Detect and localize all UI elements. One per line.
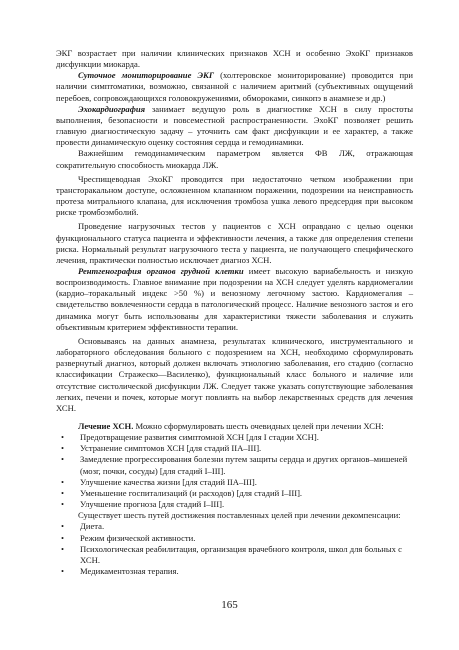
term-echo: Эхокардиография bbox=[78, 103, 146, 114]
paragraph-treatment-goals bbox=[56, 421, 413, 432]
list-item: • Улучшение прогноза [для стадий I–III]. bbox=[56, 499, 413, 510]
paragraph-ejection-fraction: Важнейшим гемодинамическим параметром является ФВ ЛЖ, отражающая сократительную способность миокарда ЛЖ. bbox=[56, 148, 413, 170]
treatment-goals-text: Можно сформулировать шесть очевидных целей при лечении ХСН: bbox=[133, 421, 384, 431]
paragraph-diagnosis: Основываясь на данных анамнеза, результатах клинического, инструментального и лабораторного обследования больного с подозрением на ХСН, необходимо сформулировать развернутый диагноз, который должен включать этиологию заболевания, его стадию (согласно классификации Стражеско—Василенко), функциональный класс больного и наличие или отсутствие систолической дисфункции ЛЖ. Следует также указать сопутствующие заболевания легких, печени и почек, которые могут повлиять на выбор лекарственных средств для лечения ХСН. bbox=[56, 335, 413, 413]
list-item: • Режим физической активности. bbox=[56, 533, 413, 544]
goals-list bbox=[56, 432, 413, 510]
list-item: • Предотвращение развития симптомной ХСН [для I стадии ХСН]. bbox=[56, 432, 413, 443]
paragraph-ways: Существует шесть путей достижения поставленных целей при лечении декомпенсации: bbox=[78, 510, 401, 521]
paragraph-holter bbox=[56, 70, 413, 103]
paragraph-xray bbox=[56, 266, 413, 333]
term-holter: Суточное мониторирование ЭКГ bbox=[78, 70, 215, 81]
paragraph-stress-tests: Проведение нагрузочных тестов у пациентов с ХСН оправдано с целью оценки функционального статуса пациента и эффективности лечения, а также для определения степени риска. Нормальный результат нагрузочного теста у пациента, не получающего специфического лечения, практически полностью исключает диагноз ХСН. bbox=[56, 221, 413, 265]
paragraph-echo bbox=[56, 104, 413, 149]
xray-text: имеет высокую вариабельность и низкую воспроизводимость. Главное внимание при подозрении на ХСН следует уделять кардиомегалии (кардио–торакальный индекс >50 %) и венозному легочному застою. Кардиомегалия – свидетельство вовлеченности сердца в патологический процесс. Наличие венозного застоя и его динамика могут быть использованы для характеристики тяжести заболевания и служить объективным критерием эффективности терапии. bbox=[56, 265, 413, 332]
term-treatment: Лечение ХСН. bbox=[78, 421, 134, 431]
paragraph-ecg-intro: ЭКГ возрастает при наличии клинических признаков ХСН и особенно ЭхоКГ признаков дисфункции миокарда. bbox=[56, 48, 413, 70]
list-item: • Диета. bbox=[56, 521, 413, 532]
term-xray: Рентгенография органов грудной клетки bbox=[78, 265, 244, 276]
page-number: 165 bbox=[221, 599, 238, 611]
echo-text: занимает ведущую роль в диагностике ХСН в силу простоты выполнения, безопасности и повсеместной распространенности. ЭхоКГ позволяет решить главную диагностическую задачу – уточнить сам факт дисфункции и ее характер, а также провести динамическую оценку состояния сердца и гемодинамики. bbox=[56, 103, 413, 148]
list-item: • Психологическая реабилитация, организация врачебного контроля, школ для больных с ХСН. bbox=[56, 544, 413, 566]
list-item: • Улучшение качества жизни [для стадий IIA–III]. bbox=[56, 477, 413, 488]
holter-text: (холтеровское мониторирование) проводится при наличии симптоматики, возможно, связанной с наличием аритмий (субъективных ощущений перебоев, сопровождающихся головокружениями, обмороками, синкопэ в анамнезе и др.) bbox=[56, 70, 413, 103]
list-item: • Уменьшение госпитализаций (и расходов) [для стадий I–III]. bbox=[56, 488, 413, 499]
list-item: • Замедление прогрессирования болезни путем защиты сердца и других органов–мишеней (мозг, почки, сосуды) [для стадий I–III]. bbox=[56, 454, 413, 476]
paragraph-tee: Чреспищеводная ЭхоКГ проводится при недостаточно четком изображении при трансторакальном доступе, осложненном клапанном поражении, подозрении на неисправность протеза митрального клапана, для исключения тромбоза ушка левого предсердия при высоком риске тромбоэмболий. bbox=[56, 173, 413, 218]
list-item: • Медикаментозная терапия. bbox=[56, 566, 413, 577]
ways-list bbox=[56, 521, 413, 577]
list-item: • Устранение симптомов ХСН [для стадий IIA–III]. bbox=[56, 443, 413, 454]
